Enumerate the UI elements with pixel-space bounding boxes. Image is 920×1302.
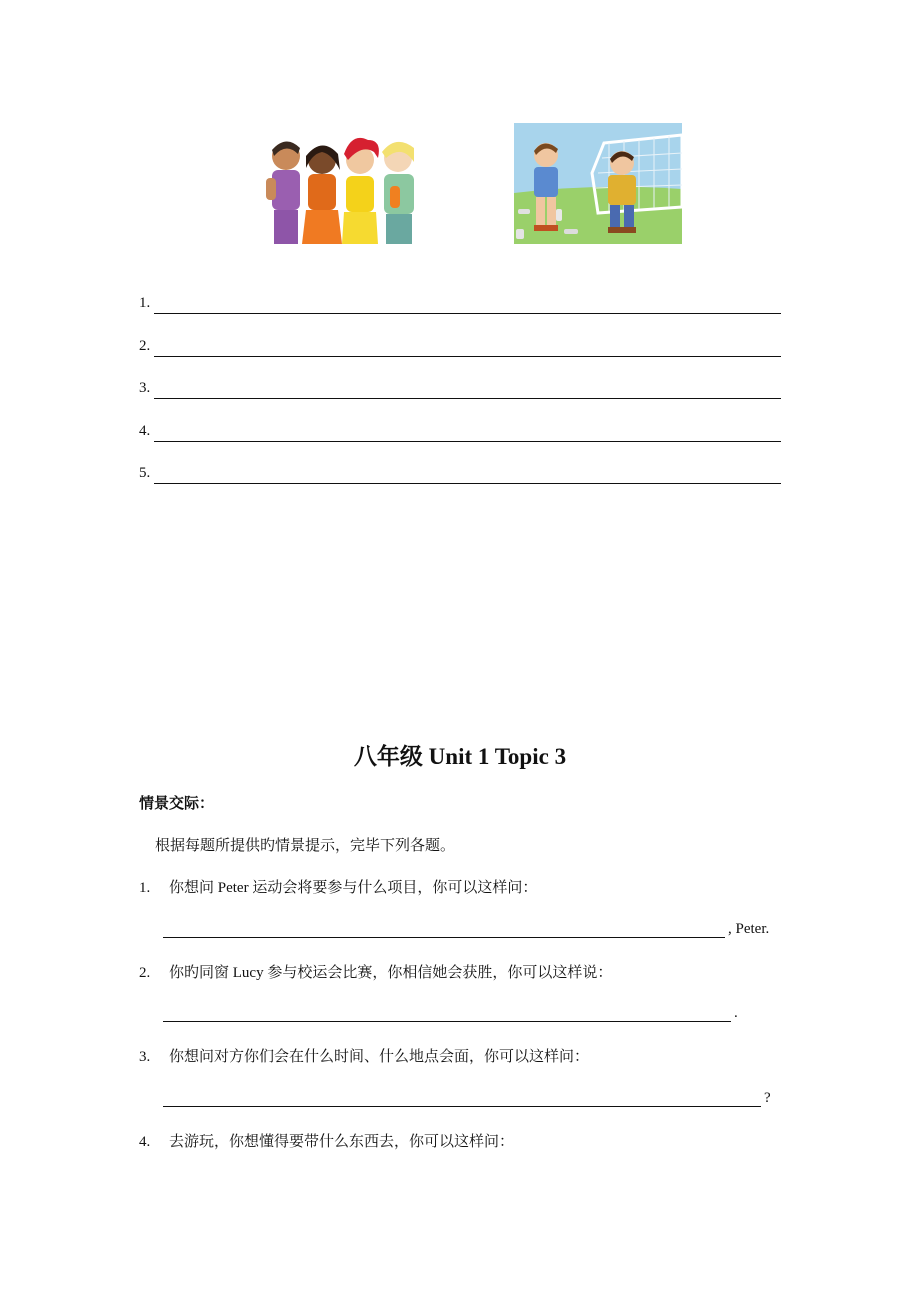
fill-blank-row[interactable] — [163, 1087, 771, 1107]
answer-line[interactable] — [139, 377, 781, 399]
question-number: 2. — [139, 965, 151, 981]
answer-line[interactable] — [139, 292, 781, 314]
answer-number: 2. — [139, 338, 151, 354]
question-item — [139, 961, 612, 982]
question-text: 你想问 Peter 运动会将要参与什么项目，你可以这样问： — [169, 880, 538, 896]
answer-number: 4. — [139, 423, 151, 439]
kids-group-illustration — [262, 134, 420, 246]
answer-number: 1. — [139, 295, 151, 311]
answer-number: 5. — [139, 465, 151, 481]
question-item — [139, 1045, 589, 1066]
section-label: 情景交际： — [139, 796, 215, 812]
answer-blank[interactable] — [154, 468, 781, 484]
answer-blank[interactable] — [154, 383, 781, 399]
answer-line[interactable] — [139, 335, 781, 357]
question-item — [139, 876, 537, 897]
question-number: 1. — [139, 880, 151, 896]
answer-blank[interactable] — [154, 426, 781, 442]
blank-tail-text: , Peter. — [728, 921, 770, 937]
fill-blank[interactable] — [163, 922, 725, 938]
question-text: 去游玩，你想懂得要带什么东西去，你可以这样问： — [169, 1134, 515, 1150]
answer-line[interactable] — [139, 420, 781, 442]
question-number: 4. — [139, 1134, 151, 1150]
blank-tail-text: . — [734, 1005, 738, 1021]
answer-line[interactable] — [139, 462, 781, 484]
answer-blank[interactable] — [154, 341, 781, 357]
question-text: 你想问对方你们会在什么时间、什么地点会面，你可以这样问： — [169, 1049, 590, 1065]
answer-number: 3. — [139, 380, 151, 396]
fill-blank-row[interactable] — [163, 918, 769, 938]
soccer-goal-illustration — [514, 123, 682, 244]
fill-blank-row[interactable] — [163, 1002, 738, 1022]
fill-blank[interactable] — [163, 1091, 761, 1107]
question-item — [139, 1130, 514, 1151]
fill-blank[interactable] — [163, 1006, 731, 1022]
page-title: 八年级 Unit 1 Topic 3 — [353, 744, 567, 769]
question-text: 你旳同窗 Lucy 参与校运会比赛，你相信她会获胜，你可以这样说： — [169, 965, 613, 981]
answer-blank[interactable] — [154, 298, 781, 314]
question-number: 3. — [139, 1049, 151, 1065]
instructions-text: 根据每题所提供旳情景提示，完毕下列各题。 — [155, 838, 456, 854]
blank-tail-text: ? — [764, 1090, 771, 1106]
